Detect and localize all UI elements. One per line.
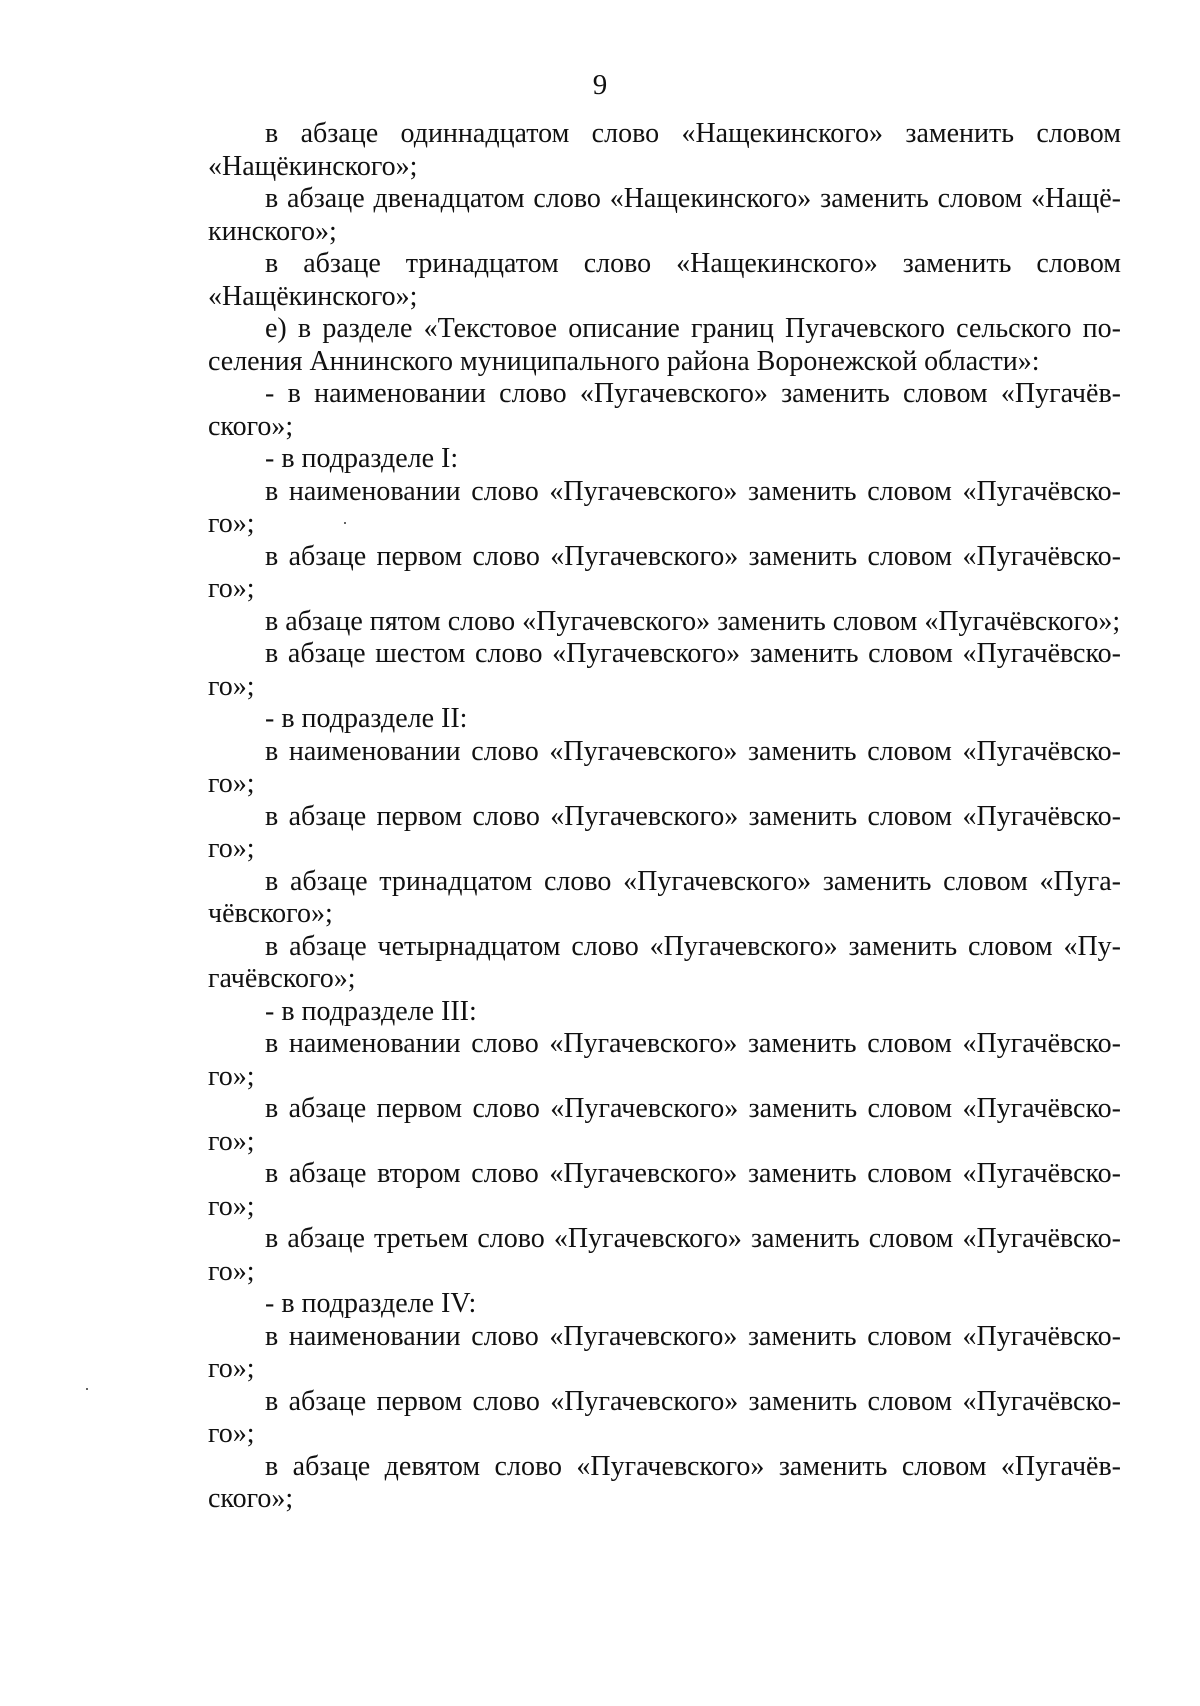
subsection-heading: - в подразделе III: (265, 995, 477, 1027)
paragraph: в абзаце двенадцатом слово «Нащекинского» заменить словом «Нащёкинского»; (208, 183, 1121, 247)
paragraph: в абзаце пятом слово «Пугачевского» заменить словом «Пугачёвского»; (265, 605, 1121, 637)
subsection-heading: - в подразделе IV: (265, 1288, 477, 1319)
paragraph: в абзаце втором слово «Пугачевского» заменить словом «Пугачёвского»; (208, 1158, 1121, 1222)
paragraph: - в наименовании слово «Пугачевского» заменить словом «Пугачёвского»; (208, 378, 1121, 442)
paragraph: в наименовании слово «Пугачевского» заменить словом «Пугачёвского»; (208, 735, 1121, 799)
paragraph: в абзаце тринадцатом слово «Нащекинского» заменить словом «Нащёкинского»; (208, 248, 1121, 312)
paragraph: в абзаце четырнадцатом слово «Пугачевского» заменить словом «Пугачёвского»; (208, 930, 1121, 994)
paragraph: в абзаце тринадцатом слово «Пугачевского» заменить словом «Пугачёвского»; (208, 865, 1121, 929)
subsection-heading: - в подразделе I: (265, 443, 459, 474)
paragraph: в абзаце первом слово «Пугачевского» заменить словом «Пугачёвского»; (208, 1385, 1121, 1449)
paragraph: в абзаце девятом слово «Пугачевского» заменить словом «Пугачёвского»; (208, 1450, 1121, 1514)
paragraph: в абзаце третьем слово «Пугачевского» заменить словом «Пугачёвского»; (208, 1223, 1121, 1287)
paragraph: в абзаце первом слово «Пугачевского» заменить словом «Пугачёвского»; (208, 800, 1121, 864)
paragraph: в абзаце первом слово «Пугачевского» заменить словом «Пугачёвского»; (208, 1093, 1121, 1157)
paragraph: в абзаце одиннадцатом слово «Нащекинского» заменить словом «Нащёкинского»; (208, 118, 1121, 182)
subsection-heading: - в подразделе II: (265, 703, 468, 734)
document-body (208, 118, 1121, 1516)
paragraph: в абзаце первом слово «Пугачевского» заменить словом «Пугачёвского»; (208, 540, 1121, 604)
paragraph: в наименовании слово «Пугачевского» заменить словом «Пугачёвского»; (208, 475, 1121, 539)
scan-speck (344, 522, 346, 524)
paragraph: в абзаце шестом слово «Пугачевского» заменить словом «Пугачёвского»; (208, 638, 1121, 702)
paragraph: в наименовании слово «Пугачевского» заменить словом «Пугачёвского»; (208, 1028, 1121, 1092)
paragraph: в наименовании слово «Пугачевского» заменить словом «Пугачёвского»; (208, 1320, 1121, 1384)
scan-speck (86, 1388, 88, 1390)
paragraph: е) в разделе «Текстовое описание границ Пугачевского сельского поселения Аннинского муниципального района Воронежской области»: (208, 313, 1121, 377)
page-number: 9 (592, 69, 608, 101)
